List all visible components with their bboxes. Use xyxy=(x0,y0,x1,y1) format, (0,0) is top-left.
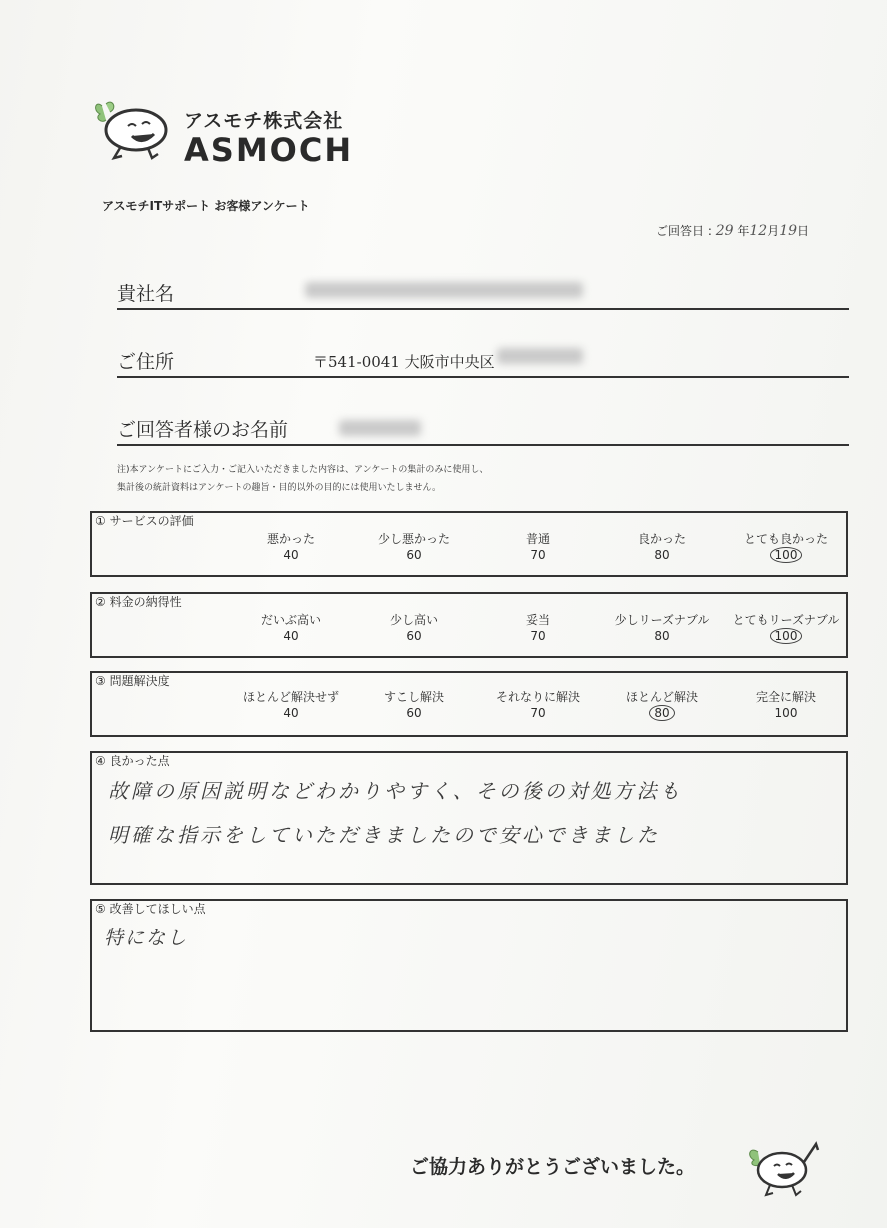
improvements-text: 特になし xyxy=(104,927,189,949)
option-label: 普通 xyxy=(525,532,550,546)
good-points-title: ④ 良かった点 xyxy=(95,754,170,768)
day-unit: 日 xyxy=(797,224,810,238)
radish-mascot-icon xyxy=(744,1138,826,1200)
question-title: ② 料金の納得性 xyxy=(95,595,182,609)
option[interactable] xyxy=(221,612,361,644)
option[interactable] xyxy=(221,689,361,721)
question-price-satisfaction xyxy=(90,592,848,658)
improvements-box[interactable] xyxy=(90,899,848,1032)
option-label: 少し悪かった xyxy=(377,532,450,546)
option[interactable] xyxy=(344,689,484,721)
option-selected[interactable] xyxy=(592,689,732,721)
option-score: 70 xyxy=(530,548,546,562)
privacy-note-2: 集計後の統計資料はアンケートの趣旨・目的以外の目的には使用いたしません。 xyxy=(117,483,442,493)
good-points-line-2: 明確な指示をしていただきましたので安心できました xyxy=(108,823,660,847)
option-score: 60 xyxy=(406,629,422,643)
answer-date-month: 12 xyxy=(749,223,768,239)
option-label: とてもリーズナブル xyxy=(732,613,840,627)
option-score: 40 xyxy=(283,548,299,562)
option-score: 40 xyxy=(283,706,299,720)
year-unit: 年 xyxy=(737,224,750,238)
option[interactable] xyxy=(592,612,732,644)
option[interactable] xyxy=(716,689,856,721)
option-label: 少しリーズナブル xyxy=(614,613,710,627)
option-label: とても良かった xyxy=(743,532,828,546)
radish-mascot-icon xyxy=(92,100,174,166)
company-name-label: 貴社名 xyxy=(117,283,175,305)
option-score-circled: 100 xyxy=(770,628,803,644)
redacted-company-name xyxy=(305,282,583,298)
option-selected[interactable] xyxy=(716,531,856,563)
option-label: だいぶ高い xyxy=(260,613,321,627)
redacted-address xyxy=(497,348,583,364)
option[interactable] xyxy=(468,612,608,644)
option-score: 40 xyxy=(283,629,299,643)
option-label: 妥当 xyxy=(525,613,550,627)
option-selected[interactable] xyxy=(716,612,856,644)
company-name-field[interactable] xyxy=(117,278,849,310)
question-title: ① サービスの評価 xyxy=(95,514,194,528)
good-points-line-1: 故障の原因説明などわかりやすく、その後の対処方法も xyxy=(108,779,683,803)
respondent-name-label: ご回答者様のお名前 xyxy=(117,419,289,441)
option-score: 70 xyxy=(530,706,546,720)
good-points-box[interactable] xyxy=(90,751,848,885)
redacted-respondent-name xyxy=(339,420,421,436)
question-service-rating xyxy=(90,511,848,577)
company-name-jp: アスモチ株式会社 xyxy=(184,110,344,132)
option-score: 80 xyxy=(654,629,670,643)
option[interactable] xyxy=(221,531,361,563)
privacy-note-1: 注)本アンケートにご入力・ご記入いただきました内容は、アンケートの集計のみに使用し、 xyxy=(117,465,489,475)
option-label: 完全に解決 xyxy=(755,690,816,704)
option-label: それなりに解決 xyxy=(495,690,580,704)
address-value: 〒541-0041 大阪市中央区 xyxy=(313,353,495,371)
company-name-en: ASMOCH xyxy=(184,131,354,169)
answer-date-day: 19 xyxy=(779,223,798,239)
respondent-name-field[interactable] xyxy=(117,414,849,446)
answer-date-year: 29 xyxy=(715,223,734,239)
option[interactable] xyxy=(344,612,484,644)
option-score: 100 xyxy=(774,706,798,720)
address-label: ご住所 xyxy=(117,351,175,373)
question-title: ③ 問題解決度 xyxy=(95,674,170,688)
thanks-message: ご協力ありがとうございました。 xyxy=(410,1156,696,1178)
option[interactable] xyxy=(468,531,608,563)
address-field[interactable] xyxy=(117,346,849,378)
option-score: 80 xyxy=(654,548,670,562)
answer-date xyxy=(656,222,809,239)
option[interactable] xyxy=(592,531,732,563)
option-label: ほとんど解決 xyxy=(625,690,698,704)
option-score-circled: 100 xyxy=(770,547,803,563)
answer-date-label: ご回答日 : xyxy=(656,224,712,238)
improvements-title: ⑤ 改善してほしい点 xyxy=(95,902,206,916)
option-label: 少し高い xyxy=(389,613,438,627)
option-label: すこし解決 xyxy=(383,690,444,704)
option-label: 悪かった xyxy=(266,532,315,546)
option[interactable] xyxy=(468,689,608,721)
month-unit: 月 xyxy=(767,224,780,238)
survey-title: アスモチITサポート お客様アンケート xyxy=(102,199,310,213)
option-score: 70 xyxy=(530,629,546,643)
question-problem-resolution xyxy=(90,671,848,737)
option-score: 60 xyxy=(406,706,422,720)
option-score: 60 xyxy=(406,548,422,562)
option-score-circled: 80 xyxy=(649,705,674,721)
option-label: 良かった xyxy=(637,532,686,546)
option-label: ほとんど解決せず xyxy=(242,690,339,704)
option[interactable] xyxy=(344,531,484,563)
